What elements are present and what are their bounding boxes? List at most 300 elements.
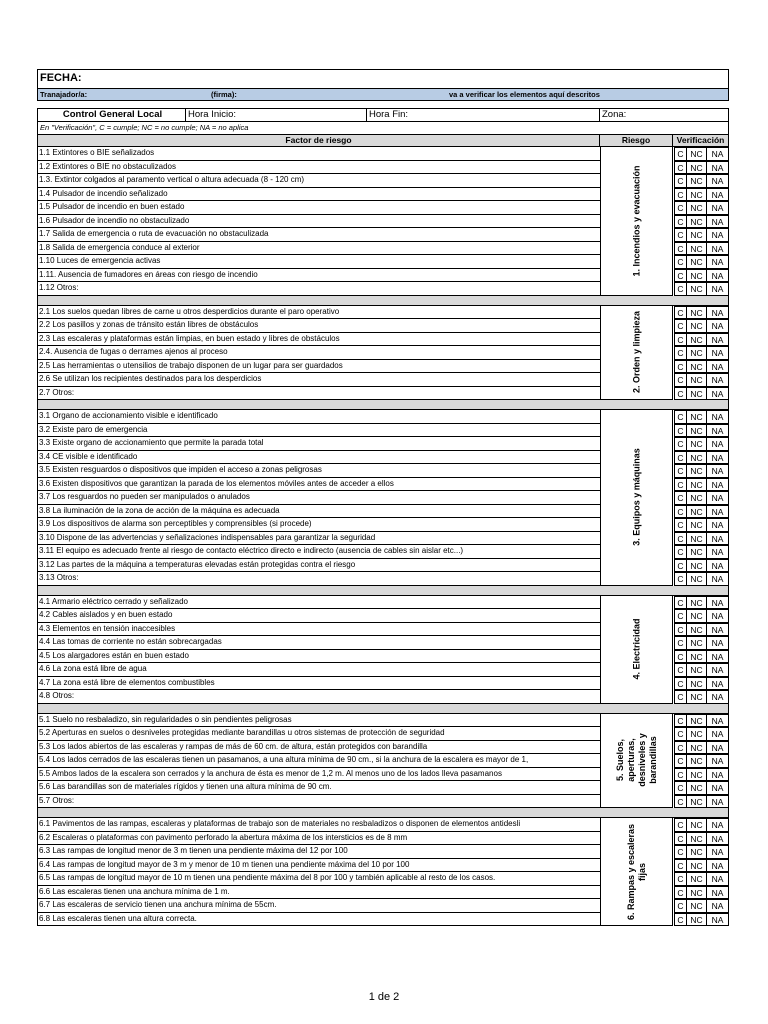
section-items bbox=[38, 818, 600, 926]
section-label-text: 4. Electricidad bbox=[631, 618, 641, 680]
verification-options bbox=[673, 532, 728, 546]
checklist-item: 5.1 Suelo no resbaladizo, sin regularidades o sin pendientes peligrosas bbox=[38, 714, 600, 728]
verification-options bbox=[673, 636, 728, 650]
section-separator bbox=[37, 296, 729, 306]
option-na[interactable]: NA bbox=[706, 859, 728, 873]
verification-options bbox=[673, 464, 728, 478]
section-separator bbox=[37, 704, 729, 714]
option-c[interactable]: C bbox=[674, 174, 686, 188]
option-nc[interactable]: NC bbox=[686, 282, 706, 296]
verification-options bbox=[673, 147, 728, 161]
option-c[interactable]: C bbox=[674, 768, 686, 782]
option-nc[interactable]: NC bbox=[686, 333, 706, 347]
option-c[interactable]: C bbox=[674, 228, 686, 242]
option-nc[interactable]: NC bbox=[686, 845, 706, 859]
option-nc[interactable]: NC bbox=[686, 532, 706, 546]
option-na[interactable]: NA bbox=[706, 282, 728, 296]
checklist-item: 5.7 Otros: bbox=[38, 795, 600, 809]
option-nc[interactable]: NC bbox=[686, 373, 706, 387]
risk-sections bbox=[37, 147, 729, 926]
option-na[interactable]: NA bbox=[706, 242, 728, 256]
section-label-text bbox=[626, 823, 648, 919]
hora-fin-field[interactable]: Hora Fin: bbox=[367, 109, 600, 121]
section-items bbox=[38, 147, 600, 296]
verification-options bbox=[673, 727, 728, 741]
option-nc[interactable]: NC bbox=[686, 886, 706, 900]
option-c[interactable]: C bbox=[674, 754, 686, 768]
option-nc[interactable]: NC bbox=[686, 899, 706, 913]
verification-options bbox=[673, 754, 728, 768]
option-c[interactable]: C bbox=[674, 859, 686, 873]
verification-options bbox=[673, 677, 728, 691]
option-nc[interactable]: NC bbox=[686, 269, 706, 283]
verification-options bbox=[673, 572, 728, 586]
checklist-item: 4.3 Elementos en tensión inaccesibles bbox=[38, 623, 600, 637]
checklist-item: 6.4 Las rampas de longitud mayor de 3 m y menor de 10 m tienen una pendiente máxima del 10 por 100 bbox=[38, 859, 600, 873]
section-verification bbox=[673, 147, 728, 296]
option-nc[interactable]: NC bbox=[686, 754, 706, 768]
option-nc[interactable]: NC bbox=[686, 387, 706, 401]
section-riesgo-label bbox=[600, 306, 673, 401]
header-factor: Factor de riesgo bbox=[38, 135, 600, 146]
verification-options bbox=[673, 609, 728, 623]
option-c[interactable]: C bbox=[674, 781, 686, 795]
checklist-sheet bbox=[37, 69, 729, 926]
section-verification bbox=[673, 306, 728, 401]
option-c[interactable]: C bbox=[674, 269, 686, 283]
verification-options bbox=[673, 714, 728, 728]
section-label-line: 6. Rampas y escaleras bbox=[625, 823, 636, 920]
option-nc[interactable]: NC bbox=[686, 491, 706, 505]
option-na[interactable]: NA bbox=[706, 714, 728, 728]
checklist-item: 1.12 Otros: bbox=[38, 282, 600, 296]
section-separator bbox=[37, 400, 729, 410]
checklist-item: 1.4 Pulsador de incendio señalizado bbox=[38, 188, 600, 202]
checklist-item: 3.11 El equipo es adecuado frente al riesgo de contacto eléctrico directo e indirecto (ausencia de cables sin aislar etc...) bbox=[38, 545, 600, 559]
zona-field[interactable]: Zona: bbox=[602, 109, 627, 120]
option-na[interactable]: NA bbox=[706, 781, 728, 795]
option-nc[interactable]: NC bbox=[686, 913, 706, 927]
option-c[interactable]: C bbox=[674, 872, 686, 886]
option-nc[interactable]: NC bbox=[686, 505, 706, 519]
option-nc[interactable]: NC bbox=[686, 201, 706, 215]
option-na[interactable]: NA bbox=[706, 754, 728, 768]
checklist-item: 6.1 Pavimentos de las rampas, escaleras y plataformas de trabajo son de materiales no resbaladizos o disponen de elementos antidesli bbox=[38, 818, 600, 832]
option-na[interactable]: NA bbox=[706, 677, 728, 691]
section-riesgo-label bbox=[600, 714, 673, 809]
option-na[interactable]: NA bbox=[706, 464, 728, 478]
verification-options bbox=[673, 545, 728, 559]
option-nc[interactable]: NC bbox=[686, 781, 706, 795]
option-c[interactable]: C bbox=[674, 147, 686, 161]
section-riesgo-label bbox=[600, 596, 673, 704]
option-c[interactable]: C bbox=[674, 333, 686, 347]
checklist-item: 2.4. Ausencia de fugas o derrames ajenos al proceso bbox=[38, 346, 600, 360]
verification-legend: En "Verificación", C = cumple; NC = no cumple; NA = no aplica bbox=[37, 122, 729, 134]
checklist-item: 4.6 La zona está libre de agua bbox=[38, 663, 600, 677]
checklist-item: 3.7 Los resguardos no pueden ser manipulados o anulados bbox=[38, 491, 600, 505]
option-nc[interactable]: NC bbox=[686, 424, 706, 438]
option-c[interactable]: C bbox=[674, 650, 686, 664]
option-c[interactable]: C bbox=[674, 387, 686, 401]
option-nc[interactable]: NC bbox=[686, 242, 706, 256]
section-label-text: 3. Equipos y máquinas bbox=[631, 448, 641, 547]
option-c[interactable]: C bbox=[674, 373, 686, 387]
option-nc[interactable]: NC bbox=[686, 518, 706, 532]
option-na[interactable]: NA bbox=[706, 768, 728, 782]
option-nc[interactable]: NC bbox=[686, 255, 706, 269]
verification-options bbox=[673, 518, 728, 532]
risk-section bbox=[37, 818, 729, 926]
checklist-item: 1.6 Pulsador de incendio no obstaculizado bbox=[38, 215, 600, 229]
option-nc[interactable]: NC bbox=[686, 727, 706, 741]
option-na[interactable]: NA bbox=[706, 360, 728, 374]
checklist-item: 3.5 Existen resguardos o dispositivos que impiden el acceso a zonas peligrosas bbox=[38, 464, 600, 478]
option-na[interactable]: NA bbox=[706, 532, 728, 546]
option-na[interactable]: NA bbox=[706, 650, 728, 664]
option-c[interactable]: C bbox=[674, 677, 686, 691]
option-na[interactable]: NA bbox=[706, 518, 728, 532]
checklist-item: 1.10 Luces de emergencia activas bbox=[38, 255, 600, 269]
section-label-line: barandillas bbox=[647, 736, 658, 785]
verification-options bbox=[673, 319, 728, 333]
verification-options bbox=[673, 899, 728, 913]
option-na[interactable]: NA bbox=[706, 333, 728, 347]
option-nc[interactable]: NC bbox=[686, 559, 706, 573]
verification-options bbox=[673, 269, 728, 283]
section-label-line: 5. Suelos, bbox=[614, 739, 625, 782]
risk-section bbox=[37, 714, 729, 809]
section-verification bbox=[673, 818, 728, 926]
option-c[interactable]: C bbox=[674, 451, 686, 465]
option-na[interactable]: NA bbox=[706, 410, 728, 424]
verification-options bbox=[673, 228, 728, 242]
option-na[interactable]: NA bbox=[706, 899, 728, 913]
option-nc[interactable]: NC bbox=[686, 623, 706, 637]
option-c[interactable]: C bbox=[674, 609, 686, 623]
option-nc[interactable]: NC bbox=[686, 768, 706, 782]
verification-options bbox=[673, 201, 728, 215]
option-c[interactable]: C bbox=[674, 201, 686, 215]
option-na[interactable]: NA bbox=[706, 387, 728, 401]
page-number: 1 de 2 bbox=[368, 991, 400, 1003]
verification-options bbox=[673, 795, 728, 809]
section-items bbox=[38, 596, 600, 704]
checklist-item: 5.5 Ambos lados de la escalera son cerrados y la anchura de ésta es menor de 1,2 m. Al menos uno de los lados lleva pasamanos bbox=[38, 768, 600, 782]
option-c[interactable]: C bbox=[674, 572, 686, 586]
option-c[interactable]: C bbox=[674, 437, 686, 451]
option-nc[interactable]: NC bbox=[686, 714, 706, 728]
option-c[interactable]: C bbox=[674, 623, 686, 637]
checklist-item: 3.4 CE visible e identificado bbox=[38, 451, 600, 465]
option-nc[interactable]: NC bbox=[686, 161, 706, 175]
option-na[interactable]: NA bbox=[706, 559, 728, 573]
section-items bbox=[38, 714, 600, 809]
verification-options bbox=[673, 768, 728, 782]
option-na[interactable]: NA bbox=[706, 451, 728, 465]
option-c[interactable]: C bbox=[674, 818, 686, 832]
checklist-item: 1.2 Extintores o BIE no obstaculizados bbox=[38, 161, 600, 175]
option-na[interactable]: NA bbox=[706, 255, 728, 269]
option-c[interactable]: C bbox=[674, 505, 686, 519]
verification-options bbox=[673, 387, 728, 401]
option-na[interactable]: NA bbox=[706, 161, 728, 175]
verification-options bbox=[673, 818, 728, 832]
verification-options bbox=[673, 174, 728, 188]
option-nc[interactable]: NC bbox=[686, 478, 706, 492]
verification-options bbox=[673, 596, 728, 610]
option-c[interactable]: C bbox=[674, 899, 686, 913]
verification-options bbox=[673, 306, 728, 320]
section-verification bbox=[673, 596, 728, 704]
option-nc[interactable]: NC bbox=[686, 464, 706, 478]
option-na[interactable]: NA bbox=[706, 424, 728, 438]
checklist-item: 2.7 Otros: bbox=[38, 387, 600, 401]
option-nc[interactable]: NC bbox=[686, 410, 706, 424]
verification-options bbox=[673, 424, 728, 438]
option-na[interactable]: NA bbox=[706, 505, 728, 519]
option-nc[interactable]: NC bbox=[686, 690, 706, 704]
verification-options bbox=[673, 451, 728, 465]
option-c[interactable]: C bbox=[674, 832, 686, 846]
hora-inicio-field[interactable]: Hora Inicio: bbox=[186, 109, 367, 121]
option-nc[interactable]: NC bbox=[686, 147, 706, 161]
verification-options bbox=[673, 650, 728, 664]
option-c[interactable]: C bbox=[674, 845, 686, 859]
verification-options bbox=[673, 663, 728, 677]
option-na[interactable]: NA bbox=[706, 913, 728, 927]
section-verification bbox=[673, 410, 728, 586]
verification-options bbox=[673, 333, 728, 347]
checklist-item: 5.3 Los lados abiertos de las escaleras y rampas de más de 60 cm. de altura, están protegidos con barandilla bbox=[38, 741, 600, 755]
option-na[interactable]: NA bbox=[706, 872, 728, 886]
option-na[interactable]: NA bbox=[706, 690, 728, 704]
option-c[interactable]: C bbox=[674, 690, 686, 704]
option-c[interactable]: C bbox=[674, 727, 686, 741]
option-nc[interactable]: NC bbox=[686, 832, 706, 846]
option-c[interactable]: C bbox=[674, 741, 686, 755]
checklist-item: 1.1 Extintores o BIE señalizados bbox=[38, 147, 600, 161]
option-nc[interactable]: NC bbox=[686, 451, 706, 465]
option-nc[interactable]: NC bbox=[686, 174, 706, 188]
control-row bbox=[37, 108, 729, 122]
checklist-item: 3.10 Dispone de las advertencias y señalizaciones indispensables para garantizar la seguridad bbox=[38, 532, 600, 546]
verification-options bbox=[673, 623, 728, 637]
checklist-item: 3.3 Existe organo de accionamiento que permite la parada total bbox=[38, 437, 600, 451]
option-c[interactable]: C bbox=[674, 255, 686, 269]
checklist-item: 6.7 Las escaleras de servicio tienen una anchura mínima de 55cm. bbox=[38, 899, 600, 913]
option-na[interactable]: NA bbox=[706, 174, 728, 188]
checklist-item: 3.13 Otros: bbox=[38, 572, 600, 586]
option-c[interactable]: C bbox=[674, 319, 686, 333]
verification-options bbox=[673, 242, 728, 256]
control-title: Control General Local bbox=[38, 109, 186, 121]
option-na[interactable]: NA bbox=[706, 478, 728, 492]
fecha-label: FECHA: bbox=[40, 72, 82, 84]
table-header bbox=[37, 134, 729, 147]
verification-options bbox=[673, 161, 728, 175]
option-nc[interactable]: NC bbox=[686, 663, 706, 677]
option-c[interactable]: C bbox=[674, 545, 686, 559]
option-c[interactable]: C bbox=[674, 491, 686, 505]
option-c[interactable]: C bbox=[674, 282, 686, 296]
option-c[interactable]: C bbox=[674, 559, 686, 573]
option-c[interactable]: C bbox=[674, 478, 686, 492]
option-c[interactable]: C bbox=[674, 518, 686, 532]
option-c[interactable]: C bbox=[674, 424, 686, 438]
verification-options bbox=[673, 491, 728, 505]
option-nc[interactable]: NC bbox=[686, 346, 706, 360]
option-nc[interactable]: NC bbox=[686, 437, 706, 451]
option-nc[interactable]: NC bbox=[686, 859, 706, 873]
option-na[interactable]: NA bbox=[706, 596, 728, 610]
checklist-item: 3.2 Existe paro de emergencia bbox=[38, 424, 600, 438]
checklist-item: 6.6 Las escaleras tienen una anchura mínima de 1 m. bbox=[38, 886, 600, 900]
option-nc[interactable]: NC bbox=[686, 636, 706, 650]
checklist-item: 2.2 Los pasillos y zonas de tránsito están libres de obstáculos bbox=[38, 319, 600, 333]
option-na[interactable]: NA bbox=[706, 491, 728, 505]
verification-options bbox=[673, 282, 728, 296]
option-na[interactable]: NA bbox=[706, 228, 728, 242]
verification-options bbox=[673, 886, 728, 900]
verification-options bbox=[673, 215, 728, 229]
option-c[interactable]: C bbox=[674, 410, 686, 424]
option-na[interactable]: NA bbox=[706, 623, 728, 637]
checklist-item: 2.5 Las herramientas o utensilios de trabajo disponen de un lugar para ser guardados bbox=[38, 360, 600, 374]
verification-options bbox=[673, 505, 728, 519]
option-na[interactable]: NA bbox=[706, 306, 728, 320]
option-na[interactable]: NA bbox=[706, 572, 728, 586]
option-c[interactable]: C bbox=[674, 636, 686, 650]
option-nc[interactable]: NC bbox=[686, 872, 706, 886]
checklist-item: 5.6 Las barandillas son de materiales rígidos y tienen una altura mínima de 90 cm. bbox=[38, 781, 600, 795]
option-na[interactable]: NA bbox=[706, 269, 728, 283]
section-label-line: fijas bbox=[636, 862, 647, 881]
option-c[interactable]: C bbox=[674, 161, 686, 175]
risk-section bbox=[37, 147, 729, 296]
option-na[interactable]: NA bbox=[706, 346, 728, 360]
firma-label: (firma): bbox=[211, 90, 237, 99]
verification-options bbox=[673, 690, 728, 704]
option-c[interactable]: C bbox=[674, 714, 686, 728]
section-label-text: 1. Incendios y evacuación bbox=[631, 165, 641, 277]
section-items bbox=[38, 306, 600, 401]
option-na[interactable]: NA bbox=[706, 636, 728, 650]
option-nc[interactable]: NC bbox=[686, 545, 706, 559]
option-na[interactable]: NA bbox=[706, 795, 728, 809]
option-nc[interactable]: NC bbox=[686, 215, 706, 229]
option-na[interactable]: NA bbox=[706, 147, 728, 161]
header-riesgo: Riesgo bbox=[600, 135, 673, 146]
option-c[interactable]: C bbox=[674, 886, 686, 900]
option-na[interactable]: NA bbox=[706, 319, 728, 333]
option-na[interactable]: NA bbox=[706, 188, 728, 202]
option-nc[interactable]: NC bbox=[686, 572, 706, 586]
verification-options bbox=[673, 188, 728, 202]
checklist-item: 3.6 Existen dispositivos que garantizan la parada de los elementos móviles antes de acceder a ellos bbox=[38, 478, 600, 492]
option-c[interactable]: C bbox=[674, 242, 686, 256]
option-na[interactable]: NA bbox=[706, 545, 728, 559]
option-na[interactable]: NA bbox=[706, 818, 728, 832]
checklist-item: 2.3 Las escaleras y plataformas están limpias, en buen estado y libres de obstáculos bbox=[38, 333, 600, 347]
option-nc[interactable]: NC bbox=[686, 650, 706, 664]
option-na[interactable]: NA bbox=[706, 663, 728, 677]
checklist-item: 6.3 Las rampas de longitud menor de 3 m tienen una pendiente máxima del 12 por 100 bbox=[38, 845, 600, 859]
option-c[interactable]: C bbox=[674, 188, 686, 202]
checklist-item: 5.2 Aperturas en suelos o desniveles protegidas mediante barandillas u otros sistemas de protección de seguridad bbox=[38, 727, 600, 741]
section-riesgo-label bbox=[600, 410, 673, 586]
option-na[interactable]: NA bbox=[706, 832, 728, 846]
checklist-item: 1.5 Pulsador de incendio en buen estado bbox=[38, 201, 600, 215]
option-nc[interactable]: NC bbox=[686, 795, 706, 809]
option-nc[interactable]: NC bbox=[686, 360, 706, 374]
option-na[interactable]: NA bbox=[706, 373, 728, 387]
option-c[interactable]: C bbox=[674, 215, 686, 229]
option-nc[interactable]: NC bbox=[686, 609, 706, 623]
fecha-row[interactable] bbox=[37, 69, 729, 88]
trabajador-row[interactable] bbox=[37, 88, 729, 101]
verification-options bbox=[673, 373, 728, 387]
verification-options bbox=[673, 741, 728, 755]
section-label-line: desniveles y bbox=[636, 733, 647, 788]
section-items bbox=[38, 410, 600, 586]
option-na[interactable]: NA bbox=[706, 845, 728, 859]
verification-options bbox=[673, 872, 728, 886]
option-na[interactable]: NA bbox=[706, 215, 728, 229]
checklist-item: 3.12 Las partes de la máquina a temperaturas elevadas están protegidas contra el riesgo bbox=[38, 559, 600, 573]
checklist-item: 4.8 Otros: bbox=[38, 690, 600, 704]
option-c[interactable]: C bbox=[674, 464, 686, 478]
risk-section bbox=[37, 306, 729, 401]
option-na[interactable]: NA bbox=[706, 741, 728, 755]
option-nc[interactable]: NC bbox=[686, 319, 706, 333]
option-nc[interactable]: NC bbox=[686, 596, 706, 610]
option-nc[interactable]: NC bbox=[686, 306, 706, 320]
verification-options bbox=[673, 437, 728, 451]
section-verification bbox=[673, 714, 728, 809]
option-c[interactable]: C bbox=[674, 306, 686, 320]
option-na[interactable]: NA bbox=[706, 727, 728, 741]
option-c[interactable]: C bbox=[674, 346, 686, 360]
checklist-item: 1.7 Salida de emergencia o ruta de evacuación no obstaculizada bbox=[38, 228, 600, 242]
option-nc[interactable]: NC bbox=[686, 677, 706, 691]
option-c[interactable]: C bbox=[674, 532, 686, 546]
option-c[interactable]: C bbox=[674, 663, 686, 677]
option-c[interactable]: C bbox=[674, 795, 686, 809]
checklist-item: 3.8 La iluminación de la zona de acción de la máquina es adecuada bbox=[38, 505, 600, 519]
option-nc[interactable]: NC bbox=[686, 818, 706, 832]
option-na[interactable]: NA bbox=[706, 437, 728, 451]
section-riesgo-label bbox=[600, 147, 673, 296]
option-na[interactable]: NA bbox=[706, 609, 728, 623]
risk-section bbox=[37, 596, 729, 704]
trabajador-label: Tranajador/a: bbox=[40, 90, 88, 99]
option-c[interactable]: C bbox=[674, 360, 686, 374]
checklist-item: 3.9 Los dispositivos de alarma son perceptibles y comprensibles (si procede) bbox=[38, 518, 600, 532]
verification-options bbox=[673, 845, 728, 859]
option-nc[interactable]: NC bbox=[686, 188, 706, 202]
option-c[interactable]: C bbox=[674, 596, 686, 610]
option-nc[interactable]: NC bbox=[686, 741, 706, 755]
option-nc[interactable]: NC bbox=[686, 228, 706, 242]
option-na[interactable]: NA bbox=[706, 201, 728, 215]
checklist-item: 5.4 Los lados cerrados de las escaleras tienen un pasamanos, a una altura mínima de 90 cm., si la anchura de la escalera es mayor de 1, bbox=[38, 754, 600, 768]
checklist-item: 1.8 Salida de emergencia conduce al exterior bbox=[38, 242, 600, 256]
checklist-item: 4.5 Los alargadores están en buen estado bbox=[38, 650, 600, 664]
option-na[interactable]: NA bbox=[706, 886, 728, 900]
option-c[interactable]: C bbox=[674, 913, 686, 927]
section-separator bbox=[37, 808, 729, 818]
